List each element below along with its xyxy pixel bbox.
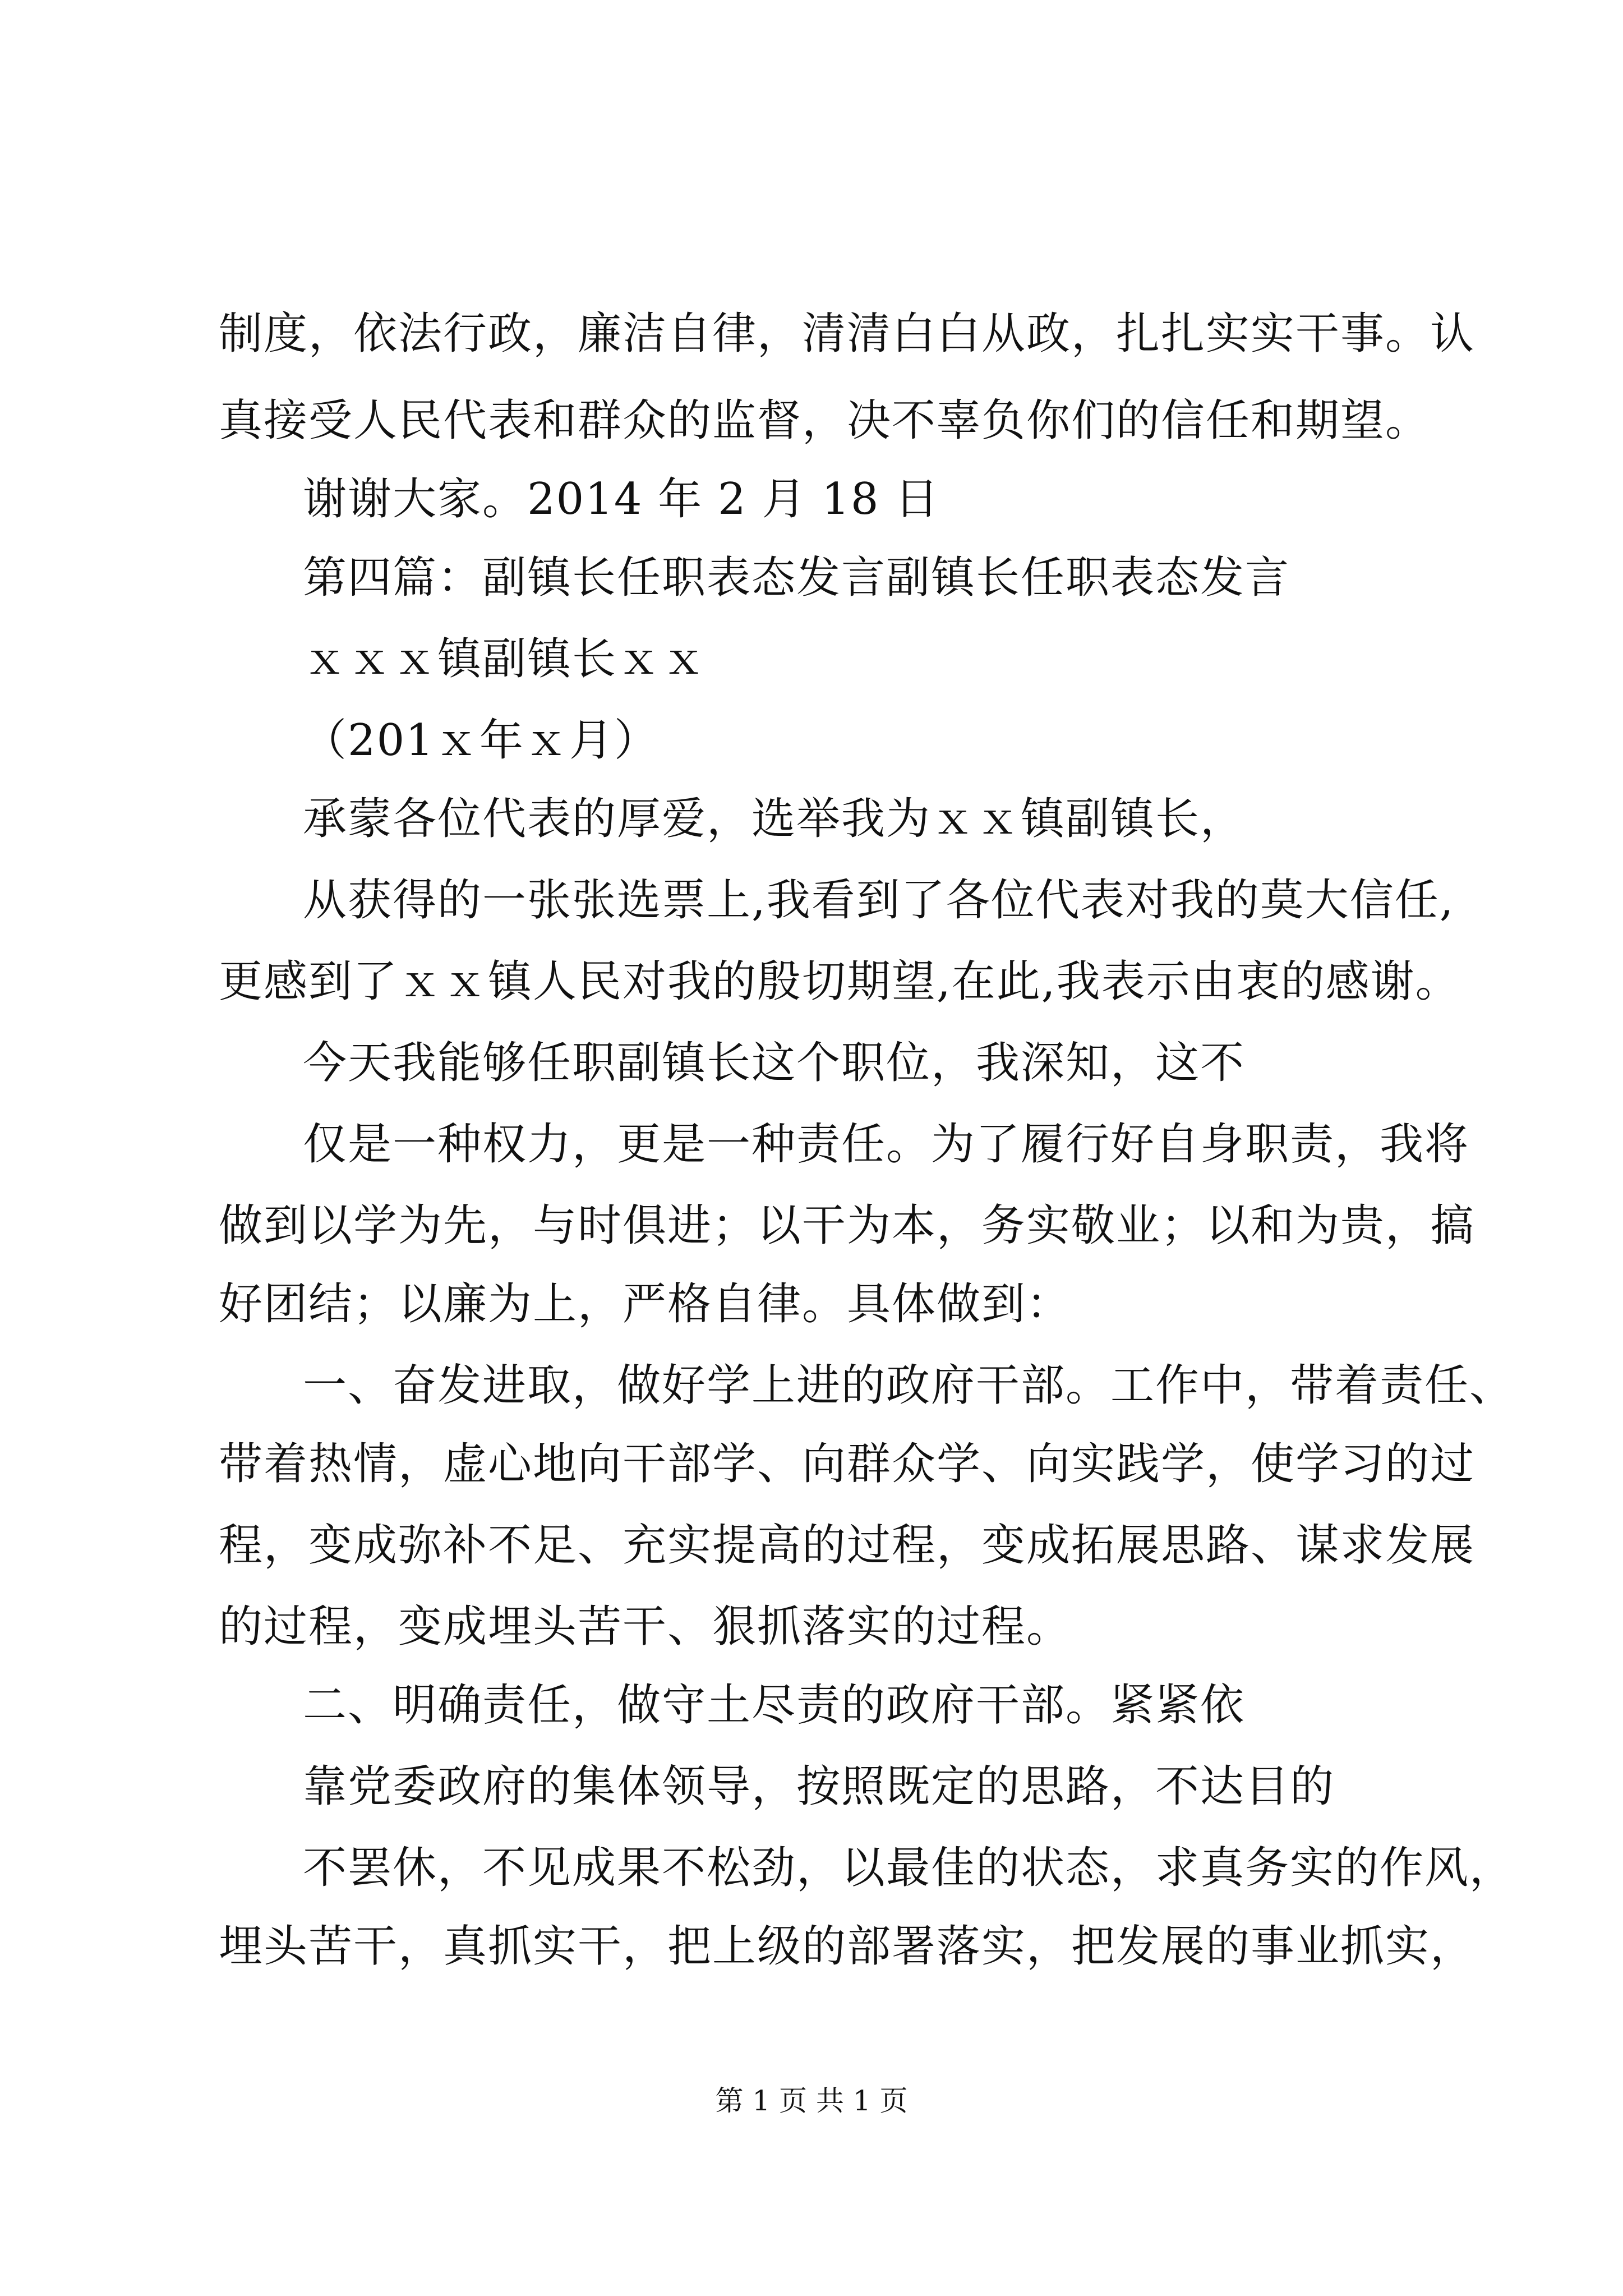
- text-line: 程，变成弥补不足、充实提高的过程，变成拓展思路、谋求发展: [219, 1520, 1476, 1571]
- text-line: 一、奋发进取，做好学上进的政府干部。工作中，带着责任、: [303, 1360, 1515, 1411]
- section-heading: 第四篇：副镇长任职表态发言副镇长任职表态发言: [303, 553, 1290, 603]
- text-line: 今天我能够任职副镇长这个职位，我深知，这不: [303, 1038, 1246, 1088]
- text-line: 做到以学为先，与时俱进；以干为本，务实敬业；以和为贵，搞: [219, 1200, 1476, 1251]
- text-line: 带着热情，虚心地向干部学、向群众学、向实践学，使学习的过: [219, 1439, 1476, 1489]
- text-line: 从获得的一张张选票上,我看到了各位代表对我的莫大信任,: [303, 875, 1455, 926]
- text-line: 埋头苦干，真抓实干，把上级的部署落实，把发展的事业抓实，: [219, 1921, 1476, 1972]
- text-line: 不罢休，不见成果不松劲，以最佳的状态，求真务实的作风，: [303, 1843, 1515, 1893]
- text-line: （201ｘ年ｘ月）: [303, 715, 659, 766]
- text-line: 靠党委政府的集体领导，按照既定的思路，不达目的: [303, 1761, 1335, 1812]
- text-line: 谢谢大家。2014 年 2 月 18 日: [303, 474, 940, 524]
- text-line: 仅是一种权力，更是一种责任。为了履行好自身职责，我将: [303, 1119, 1470, 1170]
- text-line: 好团结；以廉为上，严格自律。具体做到：: [219, 1279, 1072, 1329]
- text-line: 更感到了ｘｘ镇人民对我的殷切期望,在此,我表示由衷的感谢。: [219, 956, 1460, 1007]
- text-line: ｘｘｘ镇副镇长ｘｘ: [303, 634, 707, 684]
- text-line: 的过程，变成埋头苦干、狠抓落实的过程。: [219, 1602, 1072, 1652]
- text-line: 二、明确责任，做守土尽责的政府干部。紧紧依: [303, 1680, 1246, 1731]
- text-line: 真接受人民代表和群众的监督，决不辜负你们的信任和期望。: [219, 395, 1431, 446]
- text-line: 承蒙各位代表的厚爱，选举我为ｘｘ镇副镇长，: [303, 794, 1246, 844]
- text-line: 制度，依法行政，廉洁自律，清清白白从政，扎扎实实干事。认: [219, 309, 1476, 359]
- page-footer: 第 1 页 共 1 页: [715, 2085, 908, 2117]
